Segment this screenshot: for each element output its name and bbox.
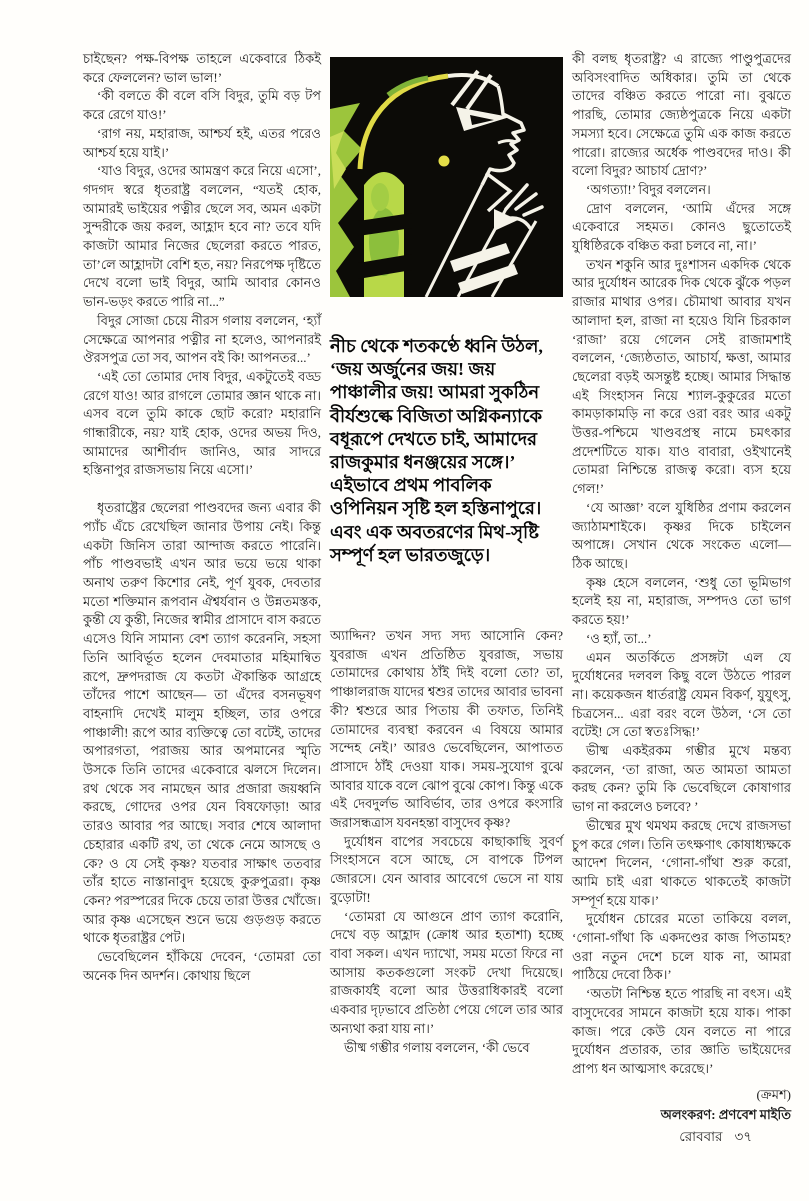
body-paragraph: তখন শকুনি আর দুঃশাসন একদিক থেকে আর দুর্যোধন আরেক দিক থেকে ঝুঁকে পড়ল রাজার মাথার ওপর। চৌমাথা আবার যখন আলাদা হল, রাজা না হয়েও যিনি চিরকাল ‘রাজা’ রয়ে গেলেন সেই রাজামশাই বললেন, ‘জ্যেষ্ঠতাত, আচার্য, ক্ষত্তা, আমার ছেলেরা বড়ই অসন্তুষ্ট হচ্ছে। আমার সিদ্ধান্ত এই সিংহাসন নিয়ে শ্যাল-কুকুরের মতো কামড়াকামড়ি না করে ওরা বরং আর একটু উত্তর-পশ্চিমে খাণ্ডবপ্রস্থ নামে চমৎকার প্রদেশটিতে যাক। যাও বাবারা, ওইখানেই তোমরা নিশ্চিন্তে রাজত্ব করো। ব্যস হয়ে গেল!’: [572, 256, 791, 497]
body-paragraph: ‘যে আজ্ঞা’ বলে যুধিষ্ঠির প্রণাম করলেন জ্যাঠামশাইকে। কৃষ্ণর দিকে চাইলেন অপাঙ্গে। সেখান থেকে সংকেত এলো— ঠিক আছে।: [572, 499, 791, 571]
body-paragraph: ‘এই তো তোমার দোষ বিদুর, একটুতেই বড্ড রেগে যাও! আর রাগলে তোমার জ্ঞান থাকে না। এসব বলে তুমি কাকে ছোট করো? মহারানি গান্ধারীকে, নয়? যাই হোক, ওদের অভয় দিও, আমাদের আশীর্বাদ জানিও, আর সাদরে হস্তিনাপুর রাজসভায় নিয়ে এসো।’: [83, 368, 321, 478]
body-paragraph: ‘কী বলতে কী বলে বসি বিদুর, তুমি বড় টপ করে রেগে যাও!’: [83, 88, 321, 123]
body-paragraph: ভীষ্ম গম্ভীর গলায় বললেন, ‘কী ভেবে: [344, 1039, 530, 1055]
to-be-continued-note: (ক্রমশ): [756, 1086, 791, 1102]
text-column-middle: [330, 50, 563, 1057]
middle-body-text: [330, 627, 563, 1057]
body-paragraph: ভেবেছিলেন হাঁকিয়ে দেবেন, ‘তোমরা তো অনেক দিন অদর্শন। কোথায় ছিলে: [83, 949, 321, 983]
linocut-illustration: [330, 57, 563, 297]
body-paragraph: দুর্যোধন বাপের সবচেয়ে কাছাকাছি সুবর্ণ সিংহাসনে বসে আছে, সে বাপকে টিপল জোরসে। যেন আবার আবেগে ভেসে না যায় বুড়োটা!: [330, 833, 563, 905]
text-column-right: [572, 50, 791, 1125]
body-paragraph: ভীষ্ম একইরকম গম্ভীর মুখে মন্তব্য করলেন, ‘তা রাজা, অত আমতা আমতা করছ কেন? তুমি কি ভেবেছিলে কোষাগার ভাগ না করলেও চলবে? ’: [572, 743, 791, 815]
body-paragraph: এমন অতর্কিতে প্রসঙ্গটা এল যে দুর্যোধনের দলবল কিছু বলে উঠতে পারল না। কয়েকজন ধার্তরাষ্ট্র যেমন বিকর্ণ, যুযুৎসু, চিত্রসেন... এরা বরং বলে উঠল, ‘সে তো বটেই! সে তো স্বতঃসিদ্ধ!’: [572, 649, 791, 740]
body-paragraph: দ্রোণ বললেন, ‘আমি এঁদের সঙ্গে একেবারে সহমত। কোনও ছুতোতেই যুধিষ্ঠিরকে বঞ্চিত করা চলবে না, না।’: [572, 200, 791, 254]
body-paragraph: ‘তোমরা যে আগুনে প্রাণ ত্যাগ করোনি, দেখে বড় আহ্লাদ (ক্রোধ আর হতাশা) হচ্ছে বাবা সকল। এখন দ্যাখো, সময় মতো ফিরে না আসায় কতকগুলো সংকট দেখা দিয়েছে। রাজকার্যই বলো আর উত্তরাধিকারই বলো একবার দৃঢ়ভাবে প্রতিষ্ঠা পেয়ে গেলে তার আর অন্যথা করা যায় না।’: [330, 908, 563, 1036]
body-paragraph: কী বলছ ধৃতরাষ্ট্র? এ রাজ্যে পাণ্ডুপুত্রদের অবিসংবাদিত অধিকার। তুমি তা থেকে তাদের বঞ্চিত করতে পারো না। বুঝতে পারছি, তোমার জ্যেষ্ঠপুত্রকে নিয়ে একটা সমস্যা হবে। সেক্ষেত্রে তুমি এক কাজ করতে পারো। রাজ্যের অর্ধেক পাণ্ডবদের দাও। কী বলো বিদুর? আচার্য দ্রোণ?’: [572, 51, 791, 179]
body-paragraph: ‘অগত্যা!’ বিদুর বললেন।: [586, 181, 711, 197]
body-paragraph: চাইছেন? পক্ষ-বিপক্ষ তাহলে একেবারে ঠিকই করে ফেললেন? ভাল ভাল!’: [83, 51, 321, 85]
body-paragraph: ভীষ্মের মুখ থমথম করছে দেখে রাজসভা চুপ করে গেল। তিনি তৎক্ষণাৎ কোষাধ্যক্ষকে আদেশ দিলেন, ‘গোনা-গাঁথা শুরু করো, আমি চাই এরা থাকতে থাকতেই কাজটা সম্পূর্ণ হয়ে যাক।’: [572, 817, 791, 908]
earring: [439, 156, 450, 167]
text-column-left: [83, 50, 321, 985]
body-paragraph: ধৃতরাষ্ট্রের ছেলেরা পাণ্ডবদের জন্য এবার কী প্যাঁচ এঁচে রেখেছিল জানার উপায় নেই। কিন্তু একটা জিনিস তারা আন্দাজ করতে পারেনি। পাঁচ পাণ্ডবভাই এখন আর ভয়ে ভয়ে থাকা অনাথ তরুণ কিশোর নেই, পূর্ণ যুবক, দেবতার মতো শক্তিমান রূপবান ঐশ্বর্যবান ও উন্নতমস্তক, কুন্তী যে কুন্তী, নিজের স্বামীর প্রাসাদে বাস করতে এসেও যিনি সামান্য বেশ ত্যাগ করেননি, সহসা তিনি আবির্ভূত হলেন দেবমাতার মহিমান্বিত রূপে, দ্রুপদরাজ যে কতটা ঐকান্তিক আগ্রহে তাঁদের পাশে আছেন— তা এঁদের বসনভূষণ বাহনাদি দেখেই মালুম হচ্ছিল, তার ওপরে পাঞ্চালী! রূপে আর ব্যক্তিত্বে তো বটেই, তাদের অপারগতা, পরাজয় আর অপমানের স্মৃতি উসকে তিনি তাদের একেবারে ঝলসে দিলেন। রথ থেকে সব নামছেন আর প্রজারা জয়ধ্বনি করছে, গোদের ওপর যেন বিষফোড়া! আর তারও আবার পর আছে। সবার শেষে আলাদা চেহারার একটি রথ, তা থেকে নেমে আসছে ও কে? ও যে সেই কৃষ্ণ? যতবার সাক্ষাৎ ততবার তাঁর হাতে নাস্তানাবুদ হয়েছে কুরুপুত্ররা। কৃষ্ণ কেন? পরস্পরের দিকে চেয়ে তারা উত্তর খোঁজে। আর কৃষ্ণ এসেছেন শুনে ভয়ে গুড়গুড় করতে থাকে ধৃতরাষ্ট্রর পেট।: [83, 500, 321, 946]
body-paragraph: ‘রাগ নয়, মহারাজ, আশ্চর্য হই, এতর পরেও আশ্চর্য হয়ে যাই।’: [83, 125, 321, 160]
body-paragraph: অ্যাদ্দিন? তখন সদ্য সদ্য আসোনি কেন? যুবরাজ এখন প্রতিষ্ঠিত যুবরাজ, সভায় তোমাদের কোথায় ঠাঁই দিই বলো তো? তা, পাঞ্চালরাজ যাদের শ্বশুর তাদের আবার ভাবনা কী? শ্বশুরে আর পিতায় কী তফাত, তিনিই তোমাদের ব্যবস্থা করবেন এ বিষয়ে আমার সন্দেহ নেই।’ আরও ভেবেছিলেন, আপাতত প্রাসাদে ঠাঁই দেওয়া যাক। সময়-সুযোগ বুঝে আবার যাকে বলে ঝোপ বুঝে কোপ। কিন্তু একে এই দেবদুর্লভ আবির্ভাব, তার ওপরে কংসারি জরাসন্ধত্রাস যবনহন্তা বাসুদেব কৃষ্ণ?: [330, 628, 563, 831]
illustration-credit: অলংকরণ: প্রণবেশ মাইতি: [660, 1107, 791, 1123]
body-paragraph: বিদুর সোজা চেয়ে নীরস গলায় বললেন, ‘হ্যাঁ সেক্ষেত্রে আপনার পত্নীর না হলেও, আপনারই ঔরসপুত্র তো সব, আপন বই কি! আপনতর...’: [83, 312, 321, 366]
linocut-illustration-svg: [330, 57, 563, 297]
body-paragraph: ‘ও হ্যাঁ, তা...’: [586, 630, 652, 646]
right-body-text: [572, 50, 791, 1079]
body-paragraph: ‘অতটা নিশ্চিন্ত হতে পারছি না বৎস। এই বাসুদেবের সামনে কাজটা হয়ে যাক। পাকা কাজ। পরে কেউ যেন বলতে না পারে দুর্যোধন প্রতারক, তার জ্ঞাতি ভাইয়েদের প্রাপ্য ধন আত্মসাৎ করেছে।’: [572, 986, 791, 1076]
green-arch-shade2: [371, 183, 389, 211]
page-number: ৩৭: [734, 1129, 752, 1144]
body-paragraph: ‘যাও বিদুর, ওদের আমন্ত্রণ করে নিয়ে এসো’, গদগদ স্বরে ধৃতরাষ্ট্র বললেন, “যতই হোক, আমারই ভাইয়ের পত্নীর ছেলে সব, অমন একটা সুন্দরীকে জয় করল, আহ্লাদ হবে না? তবে যদি কাজটা আমার নিজের ছেলেরা করতে পারত, তা’লে আহ্লাদটা বেশি হত, নয়? নিরপেক্ষ দৃষ্টিতে দেখে বলো ভাই বিদুর, আমি আবার কোনও ভান-ভড়ং করতে পারি না...”: [83, 163, 321, 310]
magazine-name: রোববার: [679, 1129, 723, 1144]
body-paragraph: দুর্যোধন চোরের মতো তাকিয়ে বলল, ‘গোনা-গাঁথা কি একদণ্ডের কাজ পিতামহ? ওরা নতুন দেশে চলে যাক না, আমরা পাঠিয়ে দেবো ঠিক।’: [572, 911, 791, 983]
page-footer: [679, 1126, 752, 1149]
lead-pull-quote: নীচ থেকে শতকণ্ঠে ধ্বনি উঠল, ‘জয় অর্জুনের জয়! জয় পাঞ্চালীর জয়! আমরা সুকঠিন বীর্যশুল্কে বিজিতা অগ্নিকন্যাকে বধূরূপে দেখতে চাই, আমাদের রাজকুমার ধনঞ্জয়ের সঙ্গে।’ এইভাবে প্রথম পাবলিক ওপিনিয়ন সৃষ্টি হল হস্তিনাপুরে। এবং এক অবতরণের মিথ-সৃষ্টি সম্পূর্ণ হল ভারতজুড়ে।: [330, 336, 543, 565]
body-paragraph: কৃষ্ণ হেসে বললেন, ‘শুধু তো ভূমিভাগ হলেই হয় না, মহারাজ, সম্পদও তো ভাগ করতে হয়!’: [572, 574, 791, 628]
